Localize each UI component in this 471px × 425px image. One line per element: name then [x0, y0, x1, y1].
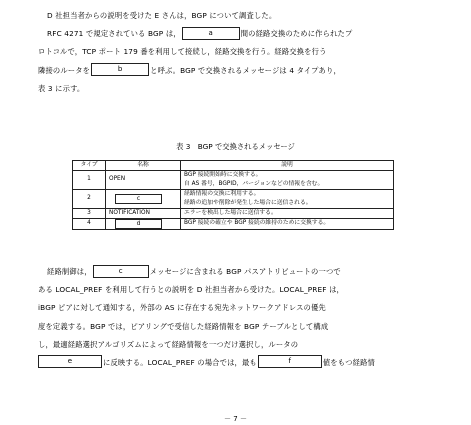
paragraph-routing	[38, 263, 438, 372]
type-cell: 4	[73, 218, 106, 229]
header-type: タイプ	[73, 161, 106, 171]
bgp-message-table	[72, 160, 394, 230]
text-line: ロトコルで，TCP ポート 179 番を利用して接続し，経路交換を行う。経路交換を行う	[38, 47, 327, 57]
desc-line: 自 AS 番号，BGPID，バージョンなどの情報を含む。	[184, 180, 324, 187]
text-line: D 社担当者からの説明を受けた E さんは，BGP について調査した。	[47, 11, 277, 20]
desc-line: 経路の追加や削除が発生した場合に送信される。	[184, 199, 312, 206]
text-segment: と呼ぶ。BGP で交換されるメッセージは 4 タイプあり，	[150, 65, 341, 75]
type-cell: 3	[73, 208, 106, 218]
desc-cell: BGP 接続の確立や BGP 接続の維持のために交換する。	[181, 218, 394, 229]
blank-box-a: a	[182, 27, 240, 40]
text-segment: メッセージに含まれる BGP パスアトリビュートの一つで	[149, 267, 341, 276]
type-cell: 2	[73, 189, 106, 208]
text-line	[38, 354, 438, 372]
page-number: － 7 －	[224, 415, 247, 423]
text-line: 表 3 に示す。	[38, 83, 85, 93]
text-segment: 隣接のルータを	[38, 65, 91, 75]
desc-cell: エラーを検出した場合に送信する。	[181, 208, 394, 218]
text-line: し，最適経路選択アルゴリズムによって経路情報を一つだけ選択し，ルータの	[38, 339, 299, 349]
table-caption: 表 3 BGP で交換されるメッセージ	[176, 142, 295, 151]
text-segment: に反映する。LOCAL_PREF の場合では，最も	[103, 357, 257, 367]
text-line: ある LOCAL_PREF を利用して行うとの説明を D 社担当者から受けた。LOCAL_PREF は，	[38, 285, 344, 295]
desc-cell	[181, 170, 394, 189]
text-line	[38, 263, 438, 281]
table-row	[73, 170, 394, 189]
name-cell	[106, 189, 181, 208]
name-cell: OPEN	[106, 170, 181, 189]
name-cell: NOTIFICATION	[106, 208, 181, 218]
header-name: 名称	[106, 161, 181, 171]
text-line	[38, 62, 438, 80]
type-cell: 1	[73, 170, 106, 189]
text-line	[38, 25, 438, 43]
desc-cell	[181, 189, 394, 208]
blank-box-c: c	[115, 194, 162, 204]
name-cell	[106, 218, 181, 229]
blank-box-d: d	[115, 219, 162, 229]
desc-line: 経路情報の交換に利用する。	[184, 191, 260, 197]
table-row	[73, 218, 394, 229]
text-segment: RFC 4271 で規定されている BGP は，	[47, 29, 181, 39]
text-line: 度を定義する。BGP では，ピアリングで受信した経路情報を BGP テーブルとして構成	[38, 321, 329, 331]
table-header-row	[73, 161, 394, 171]
text-segment: 間の経路交換のために作られたプ	[240, 29, 353, 39]
text-segment: 値をもつ経路情	[322, 357, 375, 367]
blank-box-b: b	[91, 63, 149, 76]
paragraph-intro	[38, 7, 438, 98]
text-segment: 経路制御は，	[47, 267, 92, 276]
text-line: iBGP ピアに対して通知する，外部の AS に存在する宛先ネットワークアドレスの優先	[38, 303, 326, 313]
header-desc: 説明	[181, 161, 394, 171]
table-row	[73, 208, 394, 218]
blank-box-c: c	[93, 265, 149, 278]
blank-box-f: f	[258, 355, 322, 368]
table-row	[73, 189, 394, 208]
blank-box-e: e	[38, 355, 102, 368]
desc-line: BGP 接続開始時に交換する。	[184, 172, 262, 178]
